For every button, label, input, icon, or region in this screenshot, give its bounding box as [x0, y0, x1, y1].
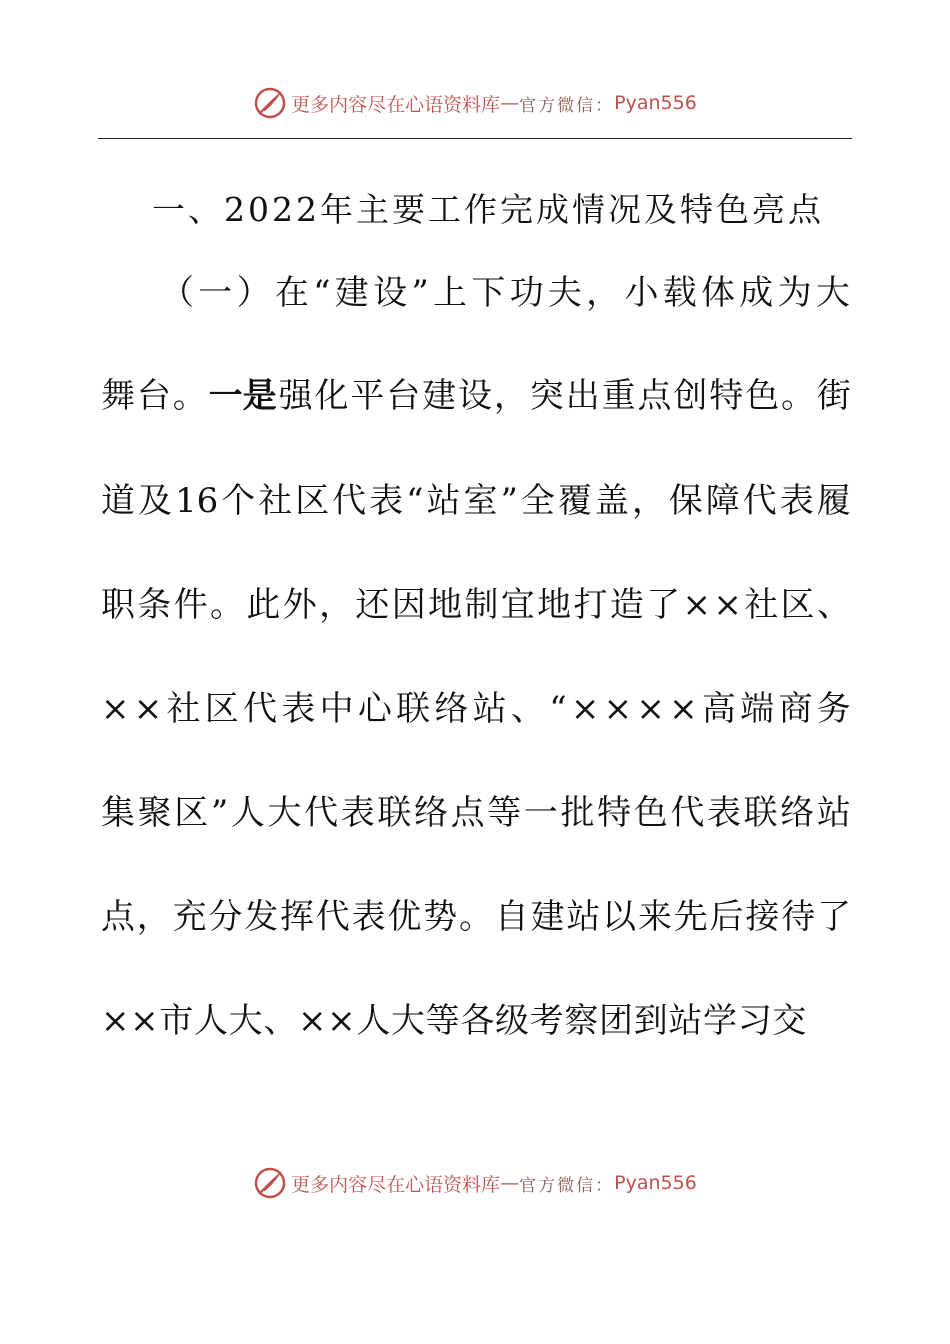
text-glyph: 中	[319, 689, 354, 729]
paragraph-line	[101, 580, 851, 630]
text-glyph: ”	[411, 273, 429, 313]
text-glyph: 人	[356, 1001, 391, 1041]
text-glyph: ×	[636, 689, 665, 729]
text-glyph: 功	[509, 273, 544, 313]
footer-watermark-banner	[0, 1161, 950, 1205]
text-glyph: 障	[705, 481, 740, 521]
paragraph-line	[101, 684, 851, 734]
text-glyph: 表	[340, 793, 375, 833]
line-suffix-glyph: 点	[637, 376, 672, 416]
text-glyph: ×	[101, 689, 130, 729]
bold-lead-text: 一是	[208, 376, 277, 416]
text-glyph: 。	[458, 897, 493, 937]
line-suffix-glyph: 建	[422, 376, 457, 416]
text-glyph: 建	[334, 273, 369, 313]
text-glyph: ”	[500, 481, 518, 521]
text-glyph: ，	[319, 585, 354, 625]
text-glyph: 室	[463, 481, 498, 521]
text-glyph: 先	[673, 897, 708, 937]
text-glyph: 点	[101, 897, 135, 937]
line-suffix-glyph: 创	[673, 376, 708, 416]
text-glyph: 人	[193, 1001, 229, 1041]
text-glyph: 件	[173, 585, 208, 625]
text-glyph: ）	[236, 273, 271, 313]
line-suffix-glyph: 街	[816, 376, 851, 416]
text-glyph: 外	[282, 585, 317, 625]
text-glyph: 在	[274, 273, 309, 313]
paragraph-line	[160, 268, 850, 318]
text-glyph: 了	[646, 585, 681, 625]
text-glyph: 地	[428, 585, 463, 625]
text-glyph: ”	[210, 793, 229, 833]
text-glyph: 体	[701, 273, 735, 313]
text-glyph: 大	[267, 793, 302, 833]
text-glyph: 地	[537, 585, 572, 625]
text-glyph: 心	[357, 689, 392, 729]
text-glyph: 充	[172, 897, 207, 937]
text-glyph: 等	[487, 793, 522, 833]
text-glyph: 保	[668, 481, 703, 521]
text-glyph: 察	[564, 1001, 600, 1041]
text-glyph: 人	[230, 793, 265, 833]
text-glyph: 考	[529, 1001, 565, 1041]
banner-wechat-label: 官方微信：	[519, 1175, 615, 1196]
text-glyph: ×	[130, 1001, 160, 1041]
text-glyph: 批	[560, 793, 595, 833]
text-glyph: 表	[351, 897, 386, 937]
text-glyph: 区	[780, 585, 815, 625]
section-heading: 一、2022年主要工作完成情况及特色亮点	[152, 190, 824, 229]
text-glyph: 表	[281, 689, 316, 729]
text-glyph: 站	[472, 689, 507, 729]
text-glyph: 建	[530, 897, 565, 937]
text-glyph: ×	[101, 1001, 131, 1041]
text-glyph: 联	[377, 793, 412, 833]
text-glyph: 交	[772, 1001, 808, 1041]
text-glyph: 还	[355, 585, 390, 625]
line-prefix-glyph: 舞	[101, 376, 135, 416]
text-glyph: 集	[101, 793, 135, 833]
line-suffix-glyph: 突	[529, 376, 564, 416]
header-rule	[98, 138, 852, 139]
text-glyph: 成	[739, 273, 774, 313]
text-glyph: 大	[390, 1001, 426, 1041]
text-glyph: 代	[315, 897, 350, 937]
banner-dash: —	[500, 92, 520, 114]
line-suffix-glyph: 特	[709, 376, 744, 416]
text-glyph: 16	[174, 481, 219, 521]
text-glyph: 高	[701, 689, 736, 729]
text-glyph: 小	[624, 273, 659, 313]
text-glyph: ×	[133, 689, 163, 729]
text-glyph: 制	[464, 585, 499, 625]
text-glyph: 社	[166, 689, 201, 729]
line-suffix-glyph: 重	[601, 376, 636, 416]
text-glyph: 、	[263, 1001, 298, 1041]
text-glyph: 。	[210, 585, 245, 625]
text-glyph: 待	[781, 897, 816, 937]
text-glyph: 社	[744, 585, 779, 625]
paragraph-line	[101, 892, 851, 942]
text-glyph: 载	[662, 273, 697, 313]
text-glyph: 络	[434, 689, 469, 729]
text-glyph: 接	[745, 897, 780, 937]
text-glyph: ×	[327, 1001, 357, 1041]
text-glyph: ×	[669, 689, 698, 729]
paragraph-line	[101, 996, 851, 1046]
text-glyph: 站	[426, 481, 461, 521]
text-glyph: 联	[396, 689, 431, 729]
text-glyph: ，	[631, 481, 666, 521]
banner-wechat-label: 官方微信：	[519, 95, 615, 116]
line-suffix-glyph: 台	[386, 376, 421, 416]
text-glyph: 盖	[594, 481, 629, 521]
text-glyph: 下	[471, 273, 506, 313]
text-glyph: 习	[737, 1001, 773, 1041]
text-glyph: 站	[668, 1001, 704, 1041]
text-glyph: 自	[494, 897, 529, 937]
text-glyph: ×	[713, 585, 742, 625]
banner-main-text: 更多内容尽在心语资料库	[291, 93, 501, 116]
text-glyph: 到	[633, 1001, 669, 1041]
banner-main-text: 更多内容尽在心语资料库	[291, 1173, 501, 1196]
text-glyph: 分	[208, 897, 243, 937]
text-glyph: 设	[373, 273, 408, 313]
text-glyph: 色	[633, 793, 668, 833]
line-suffix-glyph: 色	[745, 376, 780, 416]
text-glyph: ×	[298, 1001, 328, 1041]
text-glyph: 表	[707, 793, 742, 833]
text-glyph: “	[313, 273, 331, 313]
banner-dash: —	[500, 1172, 520, 1194]
text-glyph: 条	[137, 585, 172, 625]
text-glyph: 区	[295, 481, 330, 521]
quill-logo-icon	[253, 86, 287, 120]
text-glyph: ，	[586, 273, 621, 313]
text-glyph: 表	[369, 481, 404, 521]
line-suffix-glyph: 。	[781, 376, 816, 416]
text-glyph: 覆	[557, 481, 592, 521]
text-glyph: 站	[566, 897, 601, 937]
text-glyph: ，	[136, 897, 171, 937]
text-glyph: 因	[391, 585, 426, 625]
paragraph-line	[101, 788, 851, 838]
text-glyph: “	[549, 689, 567, 729]
text-glyph: 聚	[137, 793, 172, 833]
text-glyph: 大	[815, 273, 850, 313]
line-suffix-glyph: 强	[278, 376, 313, 416]
line-suffix-glyph: 化	[314, 376, 349, 416]
text-glyph: 区	[174, 793, 209, 833]
text-glyph: 学	[703, 1001, 738, 1041]
text-glyph: 表	[779, 481, 814, 521]
header-watermark-banner	[0, 81, 950, 125]
text-glyph: 道	[101, 481, 135, 521]
text-glyph: 等	[425, 1001, 461, 1041]
text-glyph: 商	[778, 689, 813, 729]
text-glyph: 上	[433, 273, 468, 313]
text-glyph: 打	[573, 585, 608, 625]
text-glyph: 一	[198, 273, 233, 313]
text-glyph: 全	[520, 481, 555, 521]
text-glyph: ×	[682, 585, 711, 625]
text-glyph: 区	[204, 689, 239, 729]
text-glyph: ×	[570, 689, 600, 729]
line-suffix-glyph: ，	[493, 376, 528, 416]
text-glyph: 级	[495, 1001, 530, 1041]
text-glyph: 市	[159, 1001, 194, 1041]
text-glyph: 代	[332, 481, 367, 521]
text-glyph: 代	[243, 689, 278, 729]
text-glyph: 发	[244, 897, 279, 937]
text-glyph: 为	[777, 273, 812, 313]
text-glyph: 点	[450, 793, 485, 833]
text-glyph: “	[406, 481, 424, 521]
text-glyph: 以	[602, 897, 637, 937]
line-suffix-glyph: 平	[350, 376, 385, 416]
text-glyph: 特	[597, 793, 632, 833]
text-glyph: 站	[816, 793, 851, 833]
text-glyph: 络	[414, 793, 449, 833]
text-glyph: （	[160, 273, 194, 313]
banner-wechat-id: Pyan556	[614, 92, 697, 114]
text-glyph: 社	[258, 481, 293, 521]
banner-wechat-id: Pyan556	[614, 1172, 697, 1194]
text-glyph: 来	[637, 897, 672, 937]
text-glyph: 一	[523, 793, 558, 833]
text-glyph: 代	[670, 793, 705, 833]
text-glyph: 络	[780, 793, 815, 833]
text-glyph: 代	[742, 481, 777, 521]
text-glyph: 务	[816, 689, 851, 729]
text-glyph: 了	[816, 897, 851, 937]
text-glyph: 代	[304, 793, 339, 833]
text-glyph: 势	[423, 897, 458, 937]
text-glyph: 职	[101, 585, 135, 625]
text-glyph: 挥	[279, 897, 314, 937]
text-glyph: 优	[387, 897, 422, 937]
text-glyph: 后	[709, 897, 744, 937]
line-prefix-glyph: 台	[136, 376, 171, 416]
text-glyph: ×	[603, 689, 633, 729]
line-suffix-glyph: 出	[565, 376, 600, 416]
text-glyph: 宜	[500, 585, 535, 625]
text-glyph: 个	[221, 481, 256, 521]
text-glyph: 大	[228, 1001, 264, 1041]
text-glyph: 端	[740, 689, 775, 729]
text-glyph: 、	[510, 689, 545, 729]
text-glyph: 及	[137, 481, 172, 521]
text-glyph: 各	[460, 1001, 495, 1041]
paragraph-line	[101, 476, 851, 526]
text-glyph: 团	[599, 1001, 634, 1041]
text-glyph: 造	[609, 585, 644, 625]
line-prefix-glyph: 。	[172, 376, 207, 416]
text-glyph: 此	[246, 585, 281, 625]
text-glyph: 联	[743, 793, 778, 833]
line-suffix-glyph: 设	[458, 376, 493, 416]
text-glyph: 、	[816, 585, 851, 625]
text-glyph: 履	[816, 481, 851, 521]
text-glyph: 夫	[547, 273, 582, 313]
paragraph-line-mixed	[101, 371, 851, 421]
quill-logo-icon	[253, 1166, 287, 1200]
